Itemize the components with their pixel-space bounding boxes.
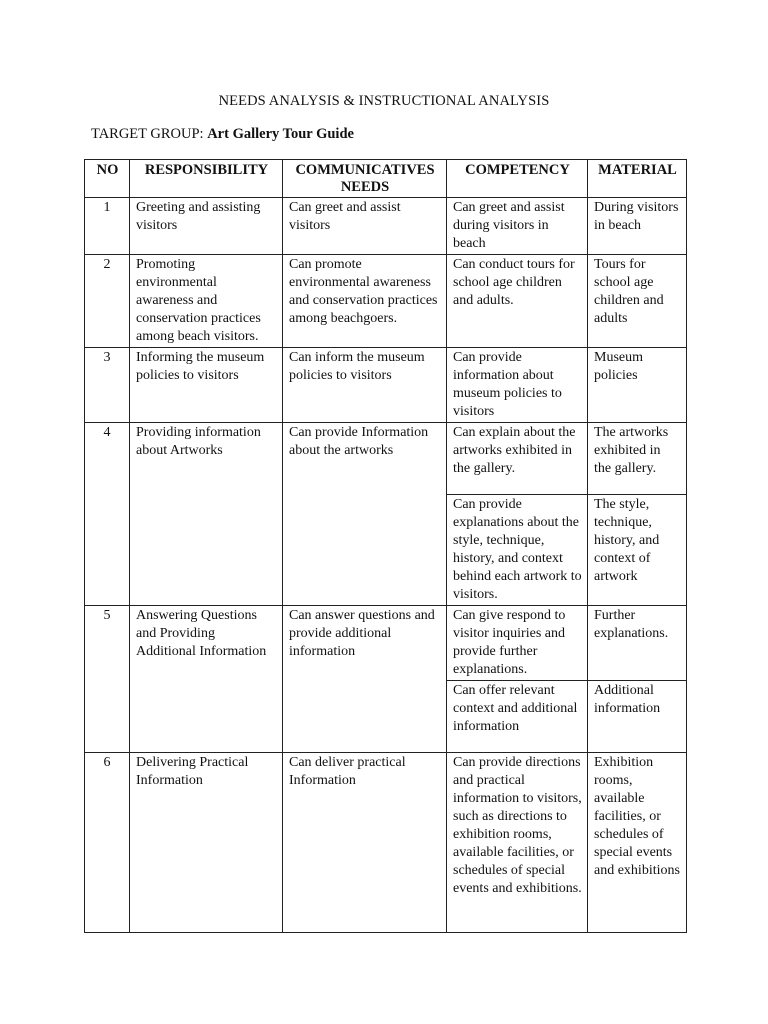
cell-no: 6: [85, 753, 130, 933]
needs-analysis-table: [84, 159, 687, 933]
cell-competency: Can offer relevant context and additional information: [447, 681, 588, 753]
cell-no: 2: [85, 255, 130, 348]
cell-material: During visitors in beach: [588, 198, 687, 255]
table-row: [85, 348, 687, 423]
target-group-value: Art Gallery Tour Guide: [207, 126, 354, 142]
cell-material: Museum policies: [588, 348, 687, 423]
cell-material: Tours for school age children and adults: [588, 255, 687, 348]
cell-competency: Can provide directions and practical information to visitors, such as directions to exhibition rooms, available facilities, or schedules of special events and exhibitions.: [447, 753, 588, 933]
cell-responsibility: Greeting and assisting visitors: [130, 198, 283, 255]
cell-needs: Can greet and assist visitors: [283, 198, 447, 255]
table-row: [85, 753, 687, 933]
cell-material: The artworks exhibited in the gallery.: [588, 423, 687, 495]
cell-no: 4: [85, 423, 130, 606]
cell-responsibility: Informing the museum policies to visitors: [130, 348, 283, 423]
cell-material: The style, technique, history, and context of artwork: [588, 495, 687, 606]
table-row: [85, 423, 687, 495]
cell-needs: Can provide Information about the artworks: [283, 423, 447, 606]
cell-needs: Can deliver practical Information: [283, 753, 447, 933]
cell-responsibility: Answering Questions and Providing Additional Information: [130, 606, 283, 753]
cell-needs: Can promote environmental awareness and conservation practices among beachgoers.: [283, 255, 447, 348]
cell-competency: Can provide explanations about the style, technique, history, and context behind each artwork to visitors.: [447, 495, 588, 606]
header-material: MATERIAL: [588, 160, 687, 198]
target-group-line: [91, 126, 354, 143]
cell-material: Additional information: [588, 681, 687, 753]
table-header-row: [85, 160, 687, 198]
cell-no: 1: [85, 198, 130, 255]
cell-responsibility: Delivering Practical Information: [130, 753, 283, 933]
cell-responsibility: Providing information about Artworks: [130, 423, 283, 606]
document-title: NEEDS ANALYSIS & INSTRUCTIONAL ANALYSIS: [218, 93, 550, 109]
table-row: [85, 198, 687, 255]
table-row: [85, 606, 687, 681]
cell-needs: Can answer questions and provide additional information: [283, 606, 447, 753]
header-responsibility: RESPONSIBILITY: [130, 160, 283, 198]
cell-competency: Can provide information about museum policies to visitors: [447, 348, 588, 423]
cell-competency: Can conduct tours for school age children and adults.: [447, 255, 588, 348]
cell-material: Further explanations.: [588, 606, 687, 681]
cell-material: Exhibition rooms, available facilities, or schedules of special events and exhibitions: [588, 753, 687, 933]
header-communicative-needs: COMMUNICATIVES NEEDS: [283, 160, 447, 198]
cell-competency: Can give respond to visitor inquiries and provide further explanations.: [447, 606, 588, 681]
target-group-label: TARGET GROUP:: [91, 126, 208, 142]
cell-responsibility: Promoting environmental awareness and conservation practices among beach visitors.: [130, 255, 283, 348]
cell-no: 3: [85, 348, 130, 423]
cell-no: 5: [85, 606, 130, 753]
header-no: NO: [85, 160, 130, 198]
cell-needs: Can inform the museum policies to visitors: [283, 348, 447, 423]
cell-competency: Can explain about the artworks exhibited in the gallery.: [447, 423, 588, 495]
cell-competency: Can greet and assist during visitors in beach: [447, 198, 588, 255]
table-row: [85, 255, 687, 348]
header-competency: COMPETENCY: [447, 160, 588, 198]
